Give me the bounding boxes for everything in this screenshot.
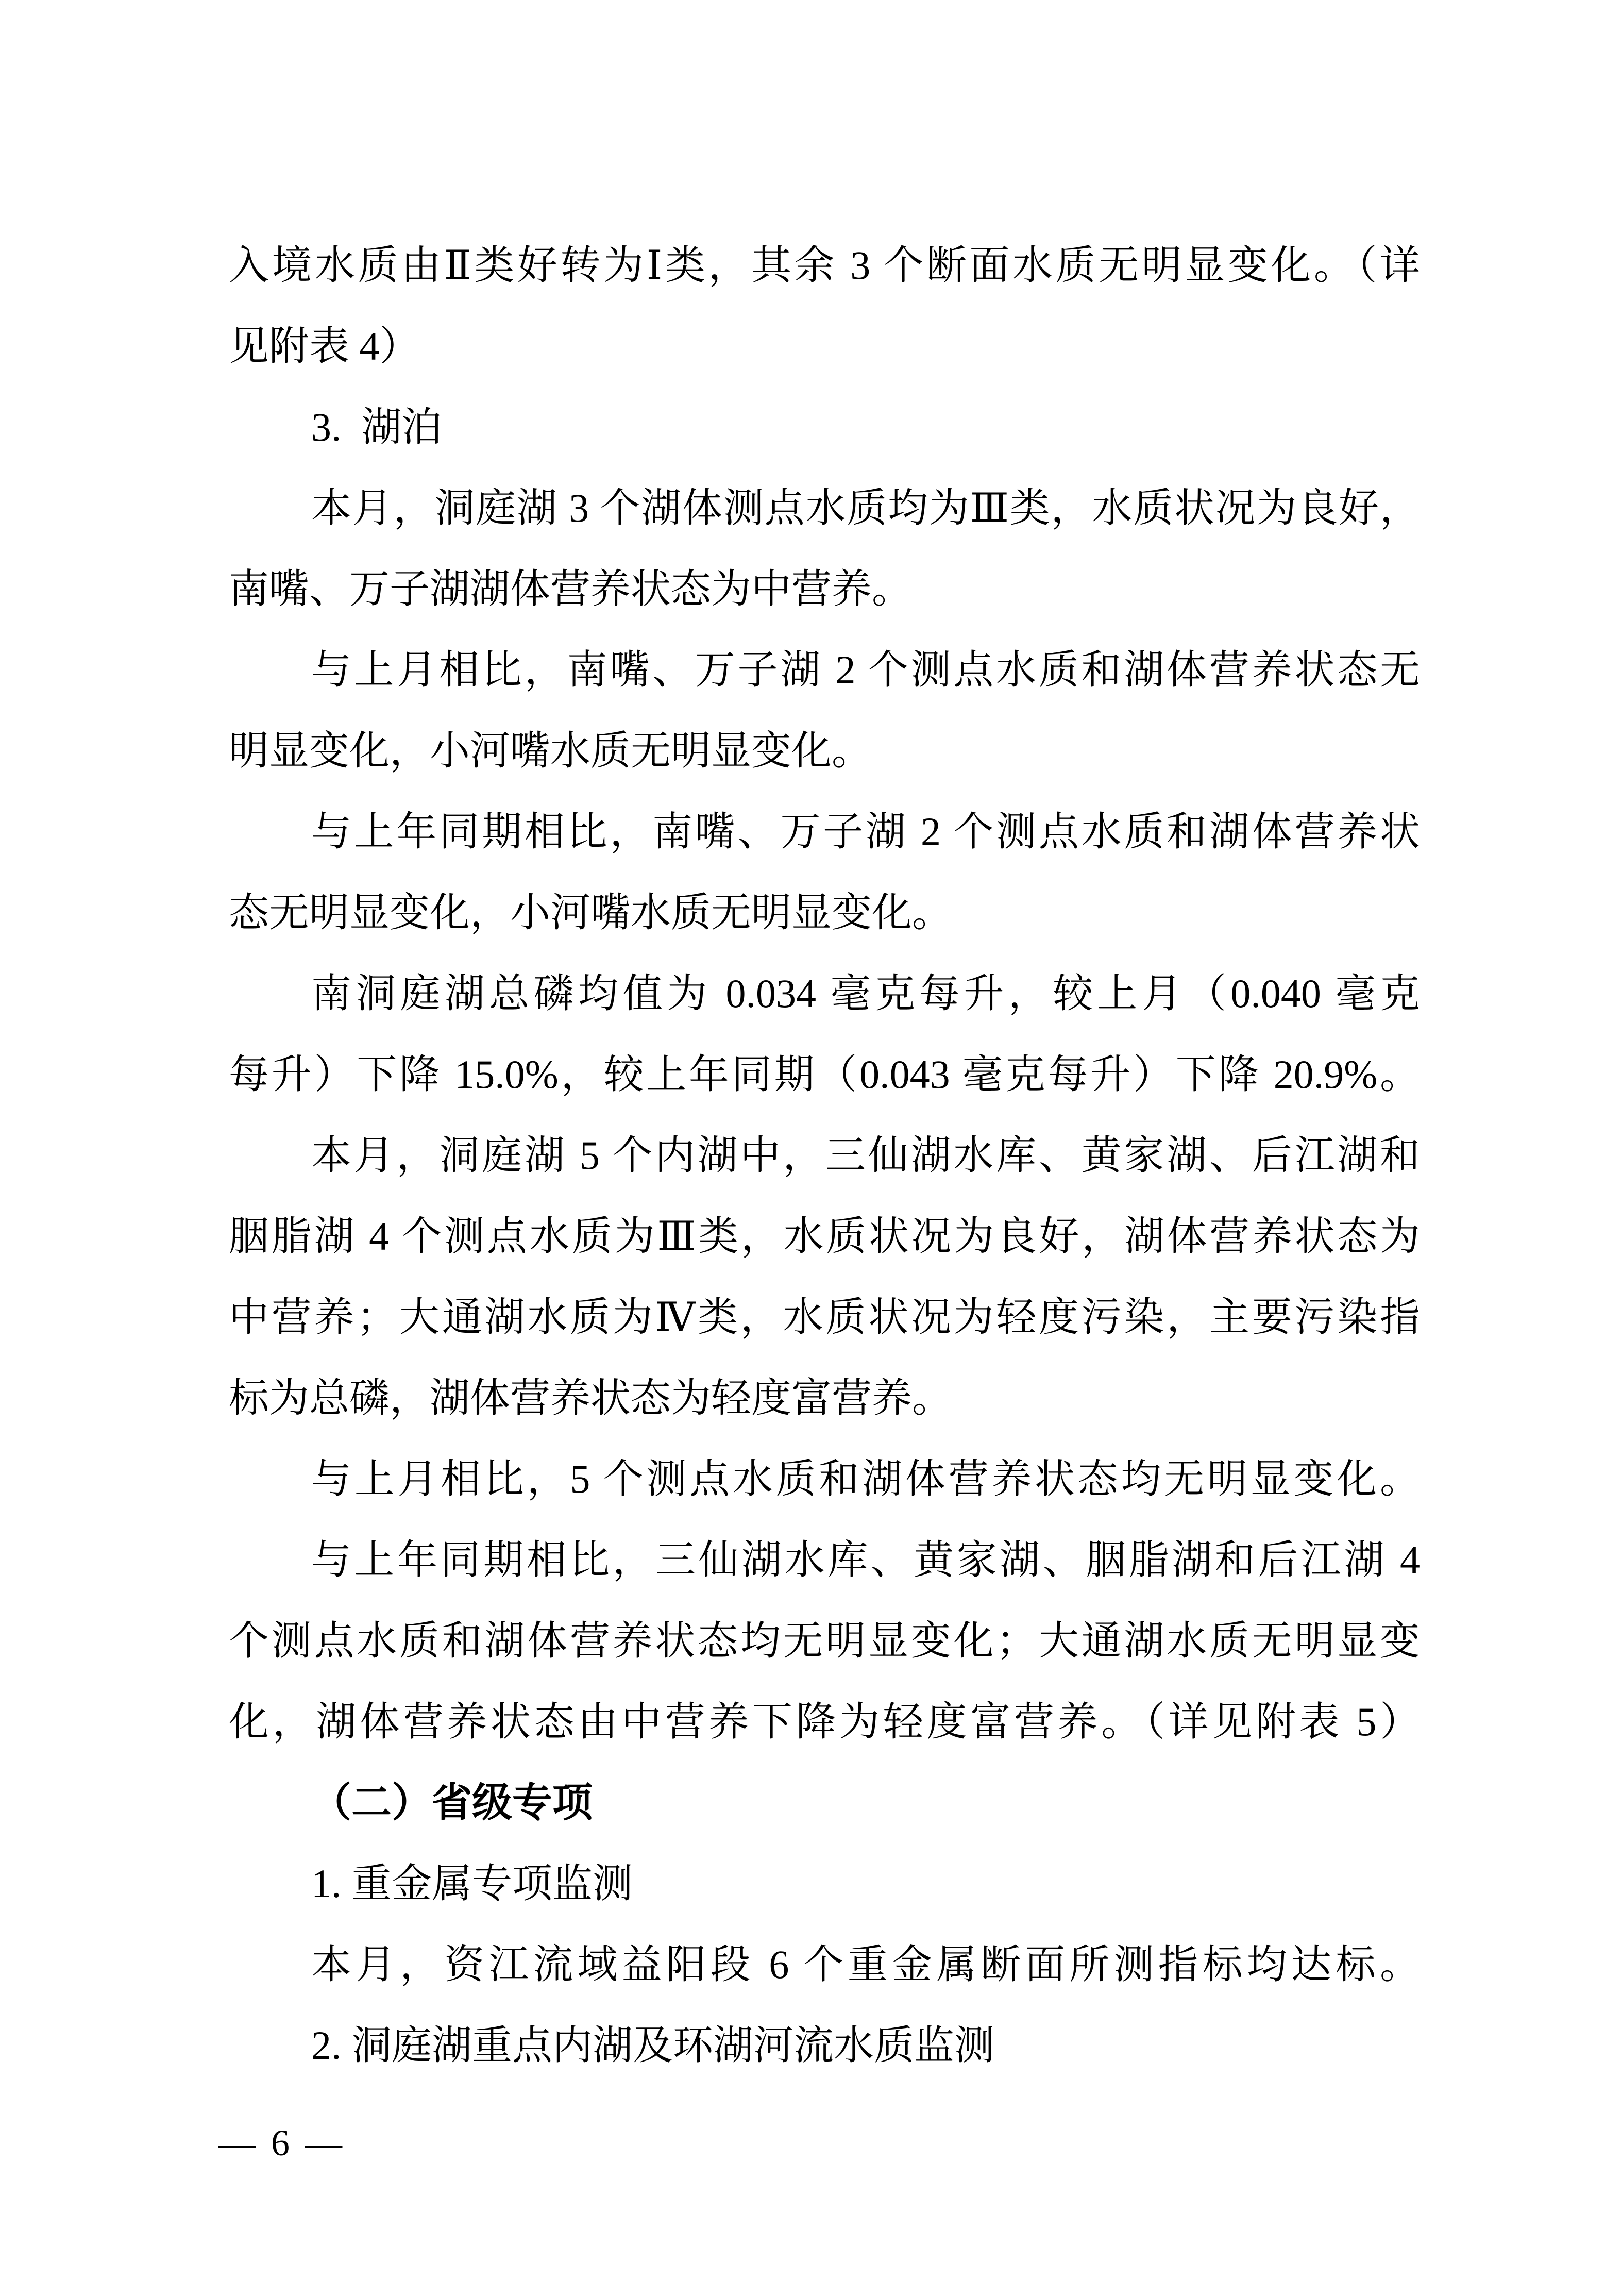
text-line: （二）省级专项 bbox=[311, 1780, 593, 1825]
text-line: 南嘴、万子湖湖体营养状态为中营养。 bbox=[229, 566, 913, 611]
text-line: 本月，洞庭湖 5 个内湖中，三仙湖水库、黄家湖、后江湖和 bbox=[311, 1133, 1420, 1178]
text-line: 态无明显变化，小河嘴水质无明显变化。 bbox=[229, 890, 953, 935]
document-body bbox=[229, 225, 1420, 2086]
text-line: 入境水质由Ⅱ类好转为Ⅰ类，其余 3 个断面水质无明显变化。（详 bbox=[229, 243, 1420, 288]
text-line: 与上年同期相比，三仙湖水库、黄家湖、胭脂湖和后江湖 4 bbox=[311, 1537, 1420, 1582]
text-line: 2. 洞庭湖重点内湖及环湖河流水质监测 bbox=[311, 2023, 995, 2068]
text-line: 中营养；大通湖水质为Ⅳ类，水质状况为轻度污染，主要污染指 bbox=[229, 1295, 1420, 1339]
text-line: 明显变化，小河嘴水质无明显变化。 bbox=[229, 728, 872, 773]
text-line: 1. 重金属专项监测 bbox=[311, 1861, 633, 1906]
text-line: 每升）下降 15.0%，较上年同期（0.043 毫克每升）下降 20.9%。 bbox=[229, 1052, 1420, 1097]
text-line: 见附表 4） bbox=[229, 324, 420, 368]
text-line: 与上月相比，南嘴、万子湖 2 个测点水质和湖体营养状态无 bbox=[311, 647, 1420, 692]
text-line: 标为总磷，湖体营养状态为轻度富营养。 bbox=[229, 1376, 953, 1420]
page-number: — 6 — bbox=[218, 2122, 345, 2164]
text-line: 与上年同期相比，南嘴、万子湖 2 个测点水质和湖体营养状 bbox=[311, 809, 1420, 854]
text-line: 南洞庭湖总磷均值为 0.034 毫克每升，较上月（0.040 毫克 bbox=[311, 971, 1420, 1016]
text-line: 本月，洞庭湖 3 个湖体测点水质均为Ⅲ类，水质状况为良好， bbox=[311, 485, 1420, 530]
text-line: 个测点水质和湖体营养状态均无明显变化；大通湖水质无明显变 bbox=[229, 1618, 1420, 1663]
text-line: 与上月相比，5 个测点水质和湖体营养状态均无明显变化。 bbox=[311, 1456, 1420, 1501]
text-line: 胭脂湖 4 个测点水质为Ⅲ类，水质状况为良好，湖体营养状态为 bbox=[229, 1214, 1420, 1259]
text-line: 本月，资江流域益阳段 6 个重金属断面所测指标均达标。 bbox=[311, 1942, 1420, 1987]
text-line: 化，湖体营养状态由中营养下降为轻度富营养。（详见附表 5） bbox=[229, 1699, 1420, 1744]
text-line: 3. 湖泊 bbox=[311, 405, 442, 449]
